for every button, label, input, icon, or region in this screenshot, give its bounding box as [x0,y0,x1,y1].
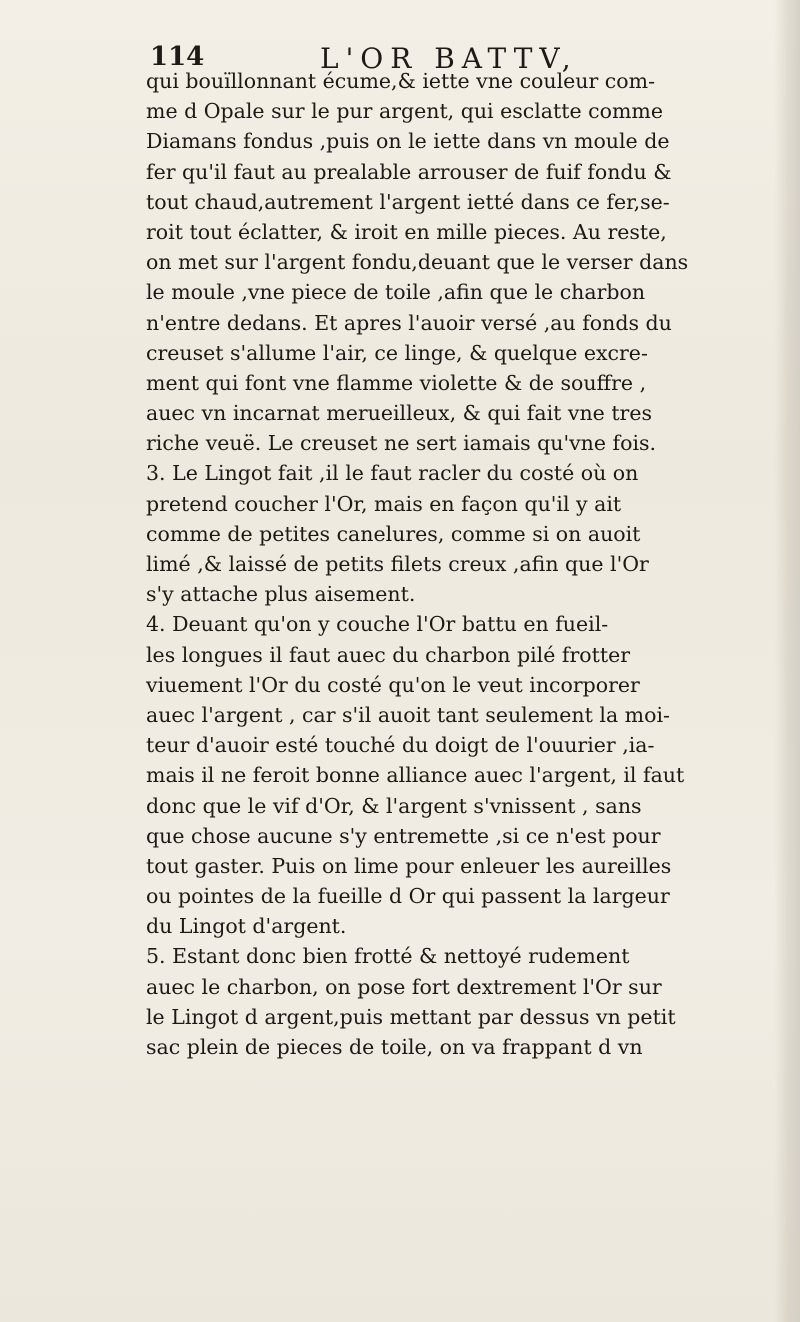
text-line: pretend coucher l'Or, mais en façon qu'il y ait [146,491,622,516]
page-edge-shadow [774,0,800,1322]
text-line: qui bouïllonnant écume,& iette vne couleur com- [146,69,655,93]
text-line: auec l'argent , car s'il auoit tant seulement la moi- [146,702,670,727]
text-line: 5. Estant donc bien frotté & nettoyé rudement [146,944,630,969]
text-line: que chose aucune s'y entremette ,si ce n'est pour [146,823,661,848]
text-line: teur d'auoir esté touché du doigt de l'ouurier ,ia- [146,733,655,758]
text-line: on met sur l'argent fondu,deuant que le verser dans [146,250,689,275]
text-line: le moule ,vne piece de toile ,afin que le charbon [146,280,646,305]
text-line: ou pointes de la fueille d Or qui passent la largeur [146,884,670,909]
text-line: s'y attache plus aisement. [146,582,416,607]
running-title: L'OR BATTV, [320,42,578,75]
text-line: les longues il faut auec du charbon pilé frotter [146,642,631,667]
text-line: Diamans fondus ,puis on le iette dans vn moule de [146,129,670,154]
text-line: limé ,& laissé de petits filets creux ,afin que l'Or [146,552,649,576]
text-line: roit tout éclatter, & iroit en mille pieces. Au reste, [146,219,667,244]
text-line: sac plein de pieces de toile, on va frappant d vn [146,1035,643,1059]
page-number: 114 [150,42,205,72]
text-line: ment qui font vne flamme violette & de souffre , [146,370,647,395]
body-text [146,66,772,1062]
text-line: fer qu'il faut au prealable arrouser de fuif fondu & [146,159,672,184]
text-line: mais il ne feroit bonne alliance auec l'argent, il faut [146,763,685,788]
text-line: le Lingot d argent,puis mettant par dessus vn petit [146,1004,676,1029]
text-line: viuement l'Or du costé qu'on le veut incorporer [146,672,640,697]
text-line: riche veuë. Le creuset ne sert iamais qu'vne fois. [146,431,657,456]
text-line: 4. Deuant qu'on y couche l'Or battu en fueil- [146,612,609,637]
text-line: n'entre dedans. Et apres l'auoir versé ,au fonds du [146,310,672,335]
text-line: auec le charbon, on pose fort dextrement l'Or sur [146,974,662,999]
text-line: comme de petites canelures, comme si on auoit [146,521,641,546]
text-line: tout gaster. Puis on lime pour enleuer les aureilles [146,853,672,878]
text-line: auec vn incarnat merueilleux, & qui fait vne tres [146,401,653,426]
text-line: tout chaud,autrement l'argent ietté dans ce fer,se- [146,189,670,214]
text-line: 3. Le Lingot fait ,il le faut racler du costé où on [146,461,639,486]
text-line: donc que le vif d'Or, & l'argent s'vnissent , sans [146,793,642,818]
text-line: me d Opale sur le pur argent, qui esclatte comme [146,99,663,124]
text-line: du Lingot d'argent. [146,914,347,939]
text-line: creuset s'allume l'air, ce linge, & quelque excre- [146,340,648,365]
